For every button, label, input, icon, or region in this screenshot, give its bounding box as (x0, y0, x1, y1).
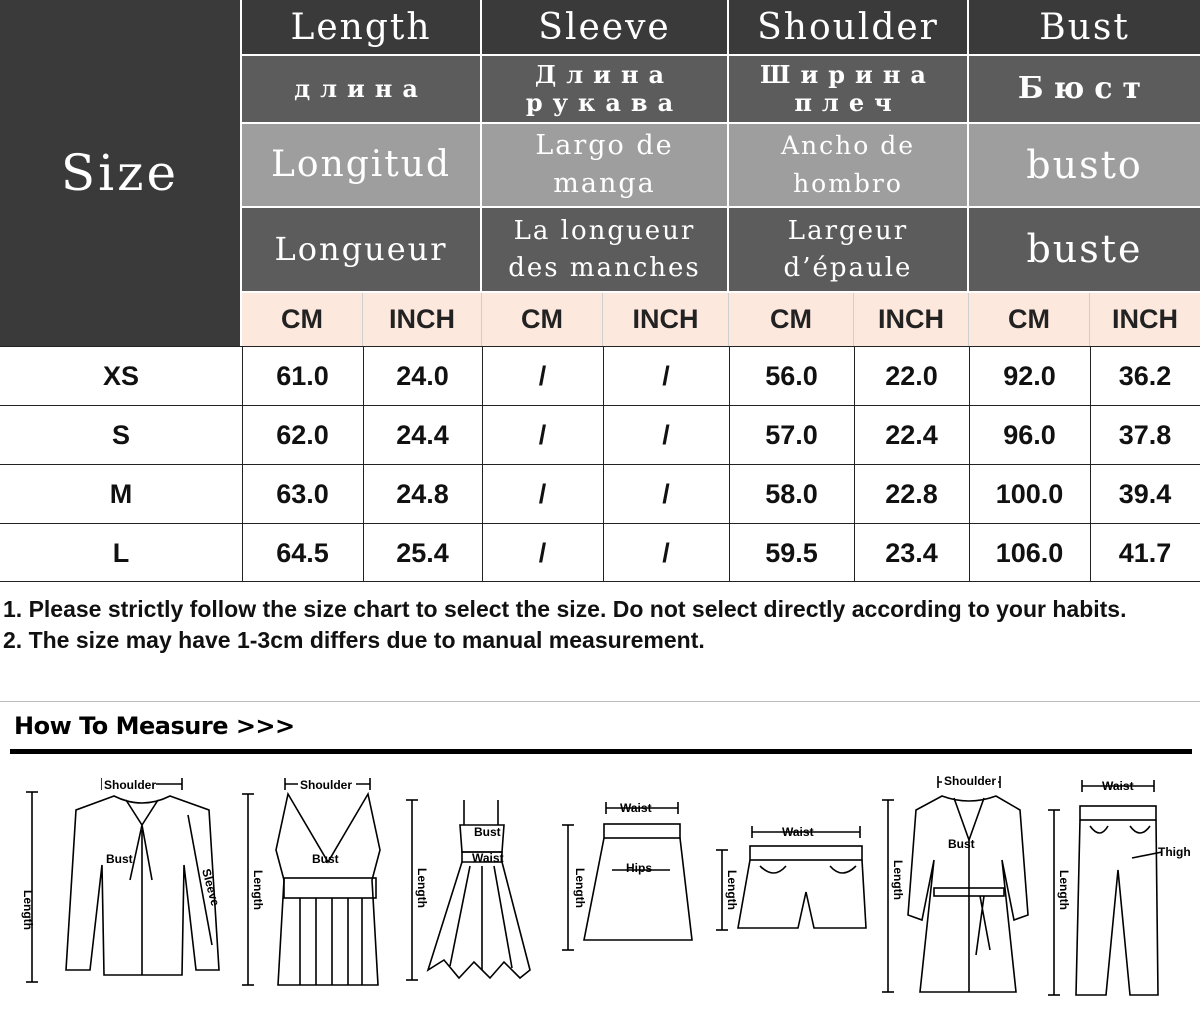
col-length-ru: длина (242, 56, 482, 124)
pants-icon (1046, 770, 1196, 1000)
title-underline (10, 749, 1192, 754)
label-length: Length (21, 890, 35, 930)
size-header: Size (0, 0, 242, 346)
value-cell: 62.0 (276, 419, 329, 450)
column-divider (482, 346, 483, 582)
size-cell: L (112, 537, 130, 568)
label-shoulder: Shoulder (104, 778, 157, 792)
col-bust-es: busto (969, 124, 1200, 208)
column-divider (969, 346, 970, 582)
value-cell: / (538, 478, 547, 509)
value-cell: 106.0 (995, 537, 1064, 568)
value-cell: / (662, 537, 670, 568)
label-hips: Hips (626, 861, 653, 875)
label-length: Length (573, 868, 587, 908)
label-length: Length (415, 868, 429, 908)
label-length: Length (891, 860, 905, 900)
size-cell: M (109, 478, 133, 509)
value-cell: 96.0 (1003, 419, 1056, 450)
value-cell: 22.8 (885, 478, 938, 509)
column-divider (854, 346, 855, 582)
column-divider (363, 346, 364, 582)
blouse-icon (14, 770, 229, 1000)
label-waist: Waist (782, 825, 814, 839)
value-cell: 92.0 (1003, 360, 1056, 391)
unit-length-inch: INCH (363, 293, 482, 346)
col-length-es: Longitud (242, 124, 482, 208)
value-cell: 24.0 (396, 360, 449, 391)
unit-sleeve-inch: INCH (603, 293, 729, 346)
value-cell: / (662, 478, 670, 509)
col-bust-en: Bust (969, 0, 1200, 56)
label-shoulder: Shoulder (300, 778, 353, 792)
table-row (0, 405, 1200, 464)
label-bust: Bust (474, 825, 501, 839)
label-bust: Bust (948, 837, 975, 851)
label-bust: Bust (106, 852, 133, 866)
value-cell: 24.4 (396, 419, 449, 450)
value-cell: / (662, 360, 670, 391)
col-shoulder-en: Shoulder (729, 0, 969, 56)
unit-shoulder-cm: CM (729, 293, 854, 346)
value-cell: 64.5 (276, 537, 329, 568)
value-cell: 22.0 (885, 360, 938, 391)
label-waist: Waist (620, 801, 652, 815)
table-row (0, 346, 1200, 405)
value-cell: 59.5 (765, 537, 818, 568)
col-sleeve-es: Largo de manga (482, 124, 729, 208)
value-cell: 63.0 (276, 478, 329, 509)
value-cell: 41.7 (1118, 537, 1172, 568)
value-cell: 100.0 (995, 478, 1064, 509)
table-row (0, 523, 1200, 582)
value-cell: 25.4 (396, 537, 449, 568)
skirt-icon (558, 770, 698, 1000)
value-cell: 56.0 (765, 360, 818, 391)
dress-icon (404, 770, 534, 1000)
col-bust-fr: buste (969, 208, 1200, 293)
how-to-measure-title: How To Measure >>> (14, 712, 295, 740)
value-cell: 57.0 (765, 419, 818, 450)
value-cell: 22.4 (885, 419, 938, 450)
size-cell: XS (102, 360, 140, 391)
col-bust-ru: Бюст (969, 56, 1200, 124)
label-waist: Waist (472, 851, 504, 865)
label-length: Length (251, 870, 265, 910)
value-cell: 24.8 (396, 478, 449, 509)
col-length-fr: Longueur (242, 208, 482, 293)
column-divider (242, 346, 243, 582)
label-waist: Waist (1102, 779, 1134, 793)
divider (0, 701, 1200, 702)
label-shoulder: Shoulder (944, 774, 997, 788)
label-thigh: Thigh (1158, 845, 1191, 859)
note-1: 1. Please strictly follow the size chart to select the size. Do not select directly according to your habits. (3, 596, 1127, 622)
col-shoulder-fr: Largeur d’épaule (729, 208, 969, 293)
label-sleeve: Sleeve (199, 867, 223, 908)
note-2: 2. The size may have 1-3cm differs due to manual measurement. (3, 627, 705, 653)
column-divider (729, 346, 730, 582)
col-sleeve-en: Sleeve (482, 0, 729, 56)
value-cell: / (538, 537, 547, 568)
shorts-icon (710, 770, 870, 1000)
col-shoulder-ru: Ширина плеч (729, 56, 969, 124)
column-divider (603, 346, 604, 582)
size-notes (3, 594, 1193, 656)
unit-shoulder-inch: INCH (854, 293, 969, 346)
label-length: Length (725, 870, 739, 910)
value-cell: / (662, 419, 670, 450)
value-cell: / (538, 360, 547, 391)
col-sleeve-ru: Длина рукава (482, 56, 729, 124)
value-cell: / (538, 419, 547, 450)
table-row (0, 464, 1200, 523)
value-cell: 58.0 (765, 478, 818, 509)
unit-sleeve-cm: CM (482, 293, 603, 346)
value-cell: 61.0 (276, 360, 329, 391)
value-cell: 23.4 (885, 537, 938, 568)
unit-bust-cm: CM (969, 293, 1090, 346)
vest-icon (240, 770, 390, 1000)
value-cell: 37.8 (1118, 419, 1172, 450)
coat-icon (880, 770, 1040, 1000)
value-cell: 39.4 (1118, 478, 1172, 509)
label-bust: Bust (312, 852, 339, 866)
unit-bust-inch: INCH (1090, 293, 1200, 346)
col-shoulder-es: Ancho de hombro (729, 124, 969, 208)
size-cell: S (111, 419, 130, 450)
col-length-en: Length (242, 0, 482, 56)
column-divider (1090, 346, 1091, 582)
col-sleeve-fr: La longueur des manches (482, 208, 729, 293)
label-length: Length (1057, 870, 1071, 910)
unit-length-cm: CM (242, 293, 363, 346)
table-bottom-border (0, 581, 1200, 582)
value-cell: 36.2 (1118, 360, 1172, 391)
